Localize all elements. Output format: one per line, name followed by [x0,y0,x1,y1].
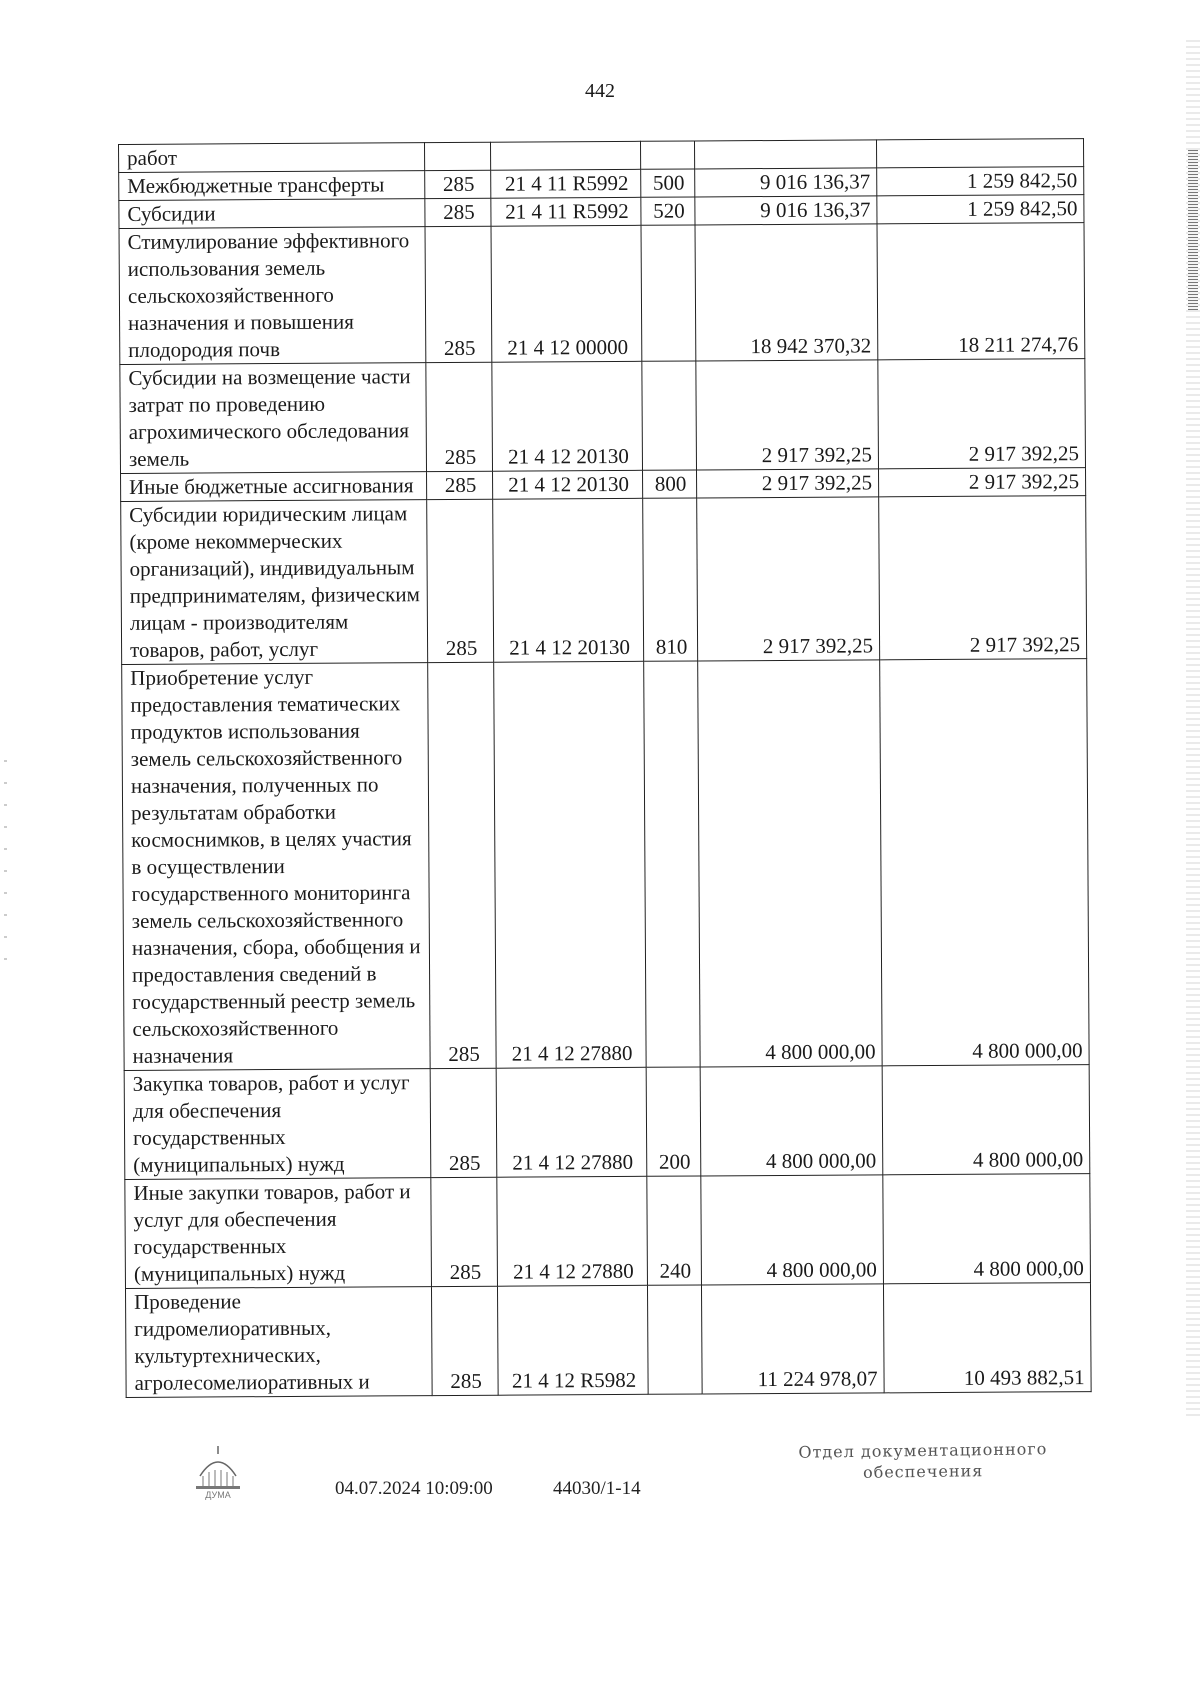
vr-code [644,661,700,1067]
sum-col1: 2 917 392,25 [697,469,879,498]
row-name: Стимулирование эффективного использования земель сельскохозяйственного назначения и повышения плодородия почв [119,227,426,365]
table-row [120,359,1086,474]
row-name: Иные бюджетные ассигнования [121,472,427,502]
row-name: Иные закупки товаров, работ и услуг для обеспечения государственных (муниципальных) нужд [125,1178,432,1289]
ved-code: 285 [431,1286,498,1395]
table-row [125,1283,1091,1398]
csr-code: 21 4 12 27880 [497,1176,648,1286]
table-row [125,1174,1091,1289]
ved-code: 285 [427,499,494,662]
csr-code: 21 4 12 27880 [496,1067,647,1177]
ved-code: 285 [425,170,491,198]
sum-col1: 9 016 136,37 [695,196,877,225]
table-row [122,659,1089,1071]
ved-code: 285 [426,362,493,471]
csr-code: 21 4 11 R5992 [491,197,641,226]
ved-code: 285 [425,198,491,226]
row-name: Закупка товаров, работ и услуг для обеспечения государственных (муниципальных) нужд [124,1069,431,1180]
vr-code: 520 [641,197,695,225]
vr-code: 810 [643,498,698,661]
csr-code [490,141,640,170]
sum-col1: 4 800 000,00 [698,660,882,1067]
sum-col2: 2 917 392,25 [878,468,1085,497]
vr-code: 800 [643,470,697,498]
scan-left-artifact [4,760,7,960]
table-row [119,223,1085,365]
vr-code [642,361,697,470]
department-stamp [778,1438,1069,1484]
csr-code: 21 4 12 20130 [493,470,643,499]
sum-col2: 4 800 000,00 [882,1065,1090,1175]
row-name: работ [119,143,425,173]
vr-code [647,1285,702,1394]
sum-col1 [694,140,876,169]
row-name: Субсидии юридическим лицам (кроме некоммерческих организаций), индивидуальным предпринимателям, физическим лицам - производителям товаров, работ, услуг [121,500,428,665]
ved-code [424,142,490,170]
table-row [121,496,1087,665]
sum-col1: 4 800 000,00 [700,1066,883,1176]
row-name: Межбюджетные трансферты [119,171,425,201]
sum-col2: 2 917 392,25 [879,496,1087,660]
sum-col1: 2 917 392,25 [697,497,880,661]
csr-code: 21 4 12 27880 [494,661,646,1068]
sum-col2 [876,139,1083,168]
vr-code [640,141,694,169]
registration-number: 44030/1-14 [553,1478,641,1499]
vr-code [641,225,696,361]
row-name: Субсидии на возмещение части затрат по проведению агрохимического обследования земель [120,363,427,474]
page-number: 442 [585,80,615,102]
csr-code: 21 4 12 R5982 [497,1285,648,1395]
vr-code: 200 [646,1067,701,1176]
sum-col1: 4 800 000,00 [701,1175,884,1285]
sum-col2: 10 493 882,51 [883,1283,1091,1393]
row-name: Приобретение услуг предоставления тематических продуктов использования земель сельскохозяйственного назначения, полученных по результатам обработки космоснимков, в целях участия в осуществлении государственного мониторинга земель сельскохозяйственного назначения, сбора, обобщения и предоставления сведений в государственный реестр земель сельскохозяйственного назначения [122,663,430,1071]
ved-code: 285 [431,1177,498,1286]
budget-table [118,138,1092,1398]
stamp-line-1: Отдел документационного [798,1439,1048,1462]
row-name: Субсидии [119,199,425,229]
duma-logo-icon [188,1442,248,1500]
ved-code: 285 [427,471,493,499]
csr-code: 21 4 12 00000 [491,225,642,362]
csr-code: 21 4 12 20130 [493,498,644,662]
ved-code: 285 [425,226,492,362]
sum-col2: 18 211 274,76 [877,223,1085,360]
sum-col1: 9 016 136,37 [695,168,877,197]
row-name: Проведение гидромелиоративных, культуртехнических, агролесомелиоративных и [125,1287,432,1398]
vr-code: 500 [641,169,695,197]
svg-text:ДУМА: ДУМА [205,1490,231,1500]
csr-code: 21 4 12 20130 [492,361,643,471]
scan-edge-barcode [1188,150,1198,310]
sum-col2: 2 917 392,25 [878,359,1086,469]
vr-code: 240 [647,1176,702,1285]
stamp-line-2: обеспечения [862,1461,984,1482]
print-datetime: 04.07.2024 10:09:00 [335,1478,493,1499]
sum-col2: 4 800 000,00 [880,659,1089,1066]
sum-col2: 1 259 842,50 [877,167,1084,196]
sum-col1: 11 224 978,07 [701,1284,884,1394]
sum-col1: 2 917 392,25 [696,360,879,470]
csr-code: 21 4 11 R5992 [491,169,641,198]
sum-col1: 18 942 370,32 [695,224,878,361]
sum-col2: 4 800 000,00 [883,1174,1091,1284]
ved-code: 285 [430,1068,497,1177]
table-row [124,1065,1090,1180]
sum-col2: 1 259 842,50 [877,195,1084,224]
ved-code: 285 [428,662,496,1068]
